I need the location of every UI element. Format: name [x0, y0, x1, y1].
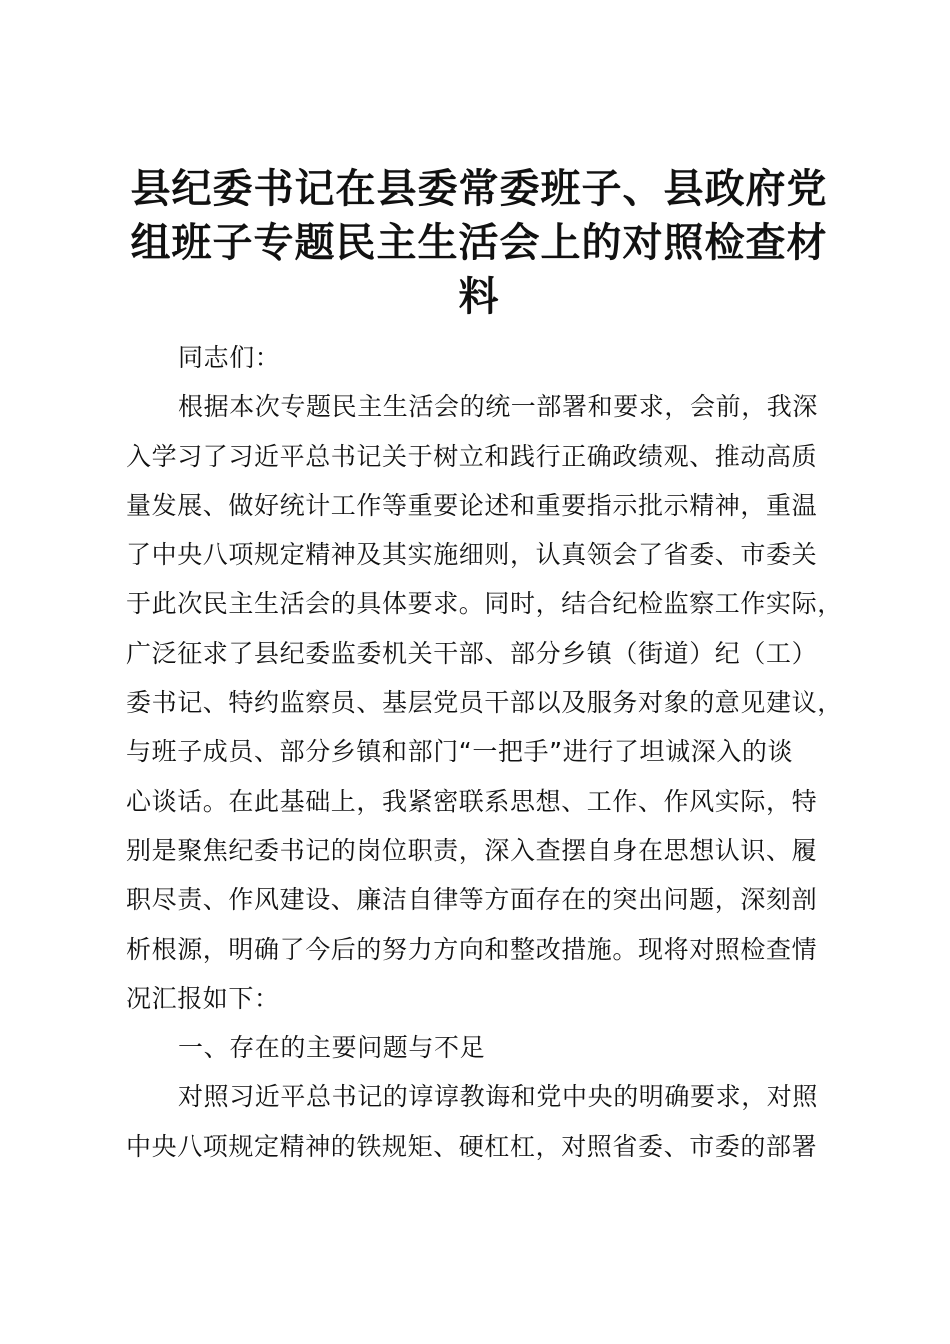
- salutation: 同志们：: [178, 343, 281, 372]
- body-line: 广泛征求了县纪委监委机关干部、部分乡镇（街道）纪（工）: [126, 638, 818, 668]
- body-line: 对照习近平总书记的谆谆教诲和党中央的明确要求，对照: [178, 1082, 819, 1112]
- body-line: 与班子成员、部分乡镇和部门“一把手”进行了坦诚深入的谈: [126, 737, 794, 767]
- body-line: 况汇报如下：: [126, 983, 280, 1013]
- body-line: 别是聚焦纪委书记的岗位职责，深入查摆自身在思想认识、履: [126, 835, 818, 865]
- body-line: 入学习了习近平总书记关于树立和践行正确政绩观、推动高质: [126, 441, 818, 471]
- title-line: 县纪委书记在县委常委班子、县政府党: [130, 166, 828, 212]
- body-line: 委书记、特约监察员、基层党员干部以及服务对象的意见建议，: [126, 688, 843, 718]
- document-title: [124, 162, 834, 324]
- document-body: [126, 333, 856, 1171]
- body-line: 量发展、做好统计工作等重要论述和重要指示批示精神，重温: [126, 490, 818, 520]
- body-line: 心谈话。在此基础上，我紧密联系思想、工作、作风实际，特: [126, 786, 818, 816]
- body-line: 职尽责、作风建设、廉洁自律等方面存在的突出问题，深刻剖: [126, 885, 818, 915]
- title-line: 料: [458, 274, 500, 320]
- body-line: 于此次民主生活会的具体要求。同时，结合纪检监察工作实际，: [126, 589, 843, 619]
- body-line: 析根源，明确了今后的努力方向和整改措施。现将对照检查情: [126, 934, 818, 964]
- title-line: 组班子专题民主生活会上的对照检查材: [130, 220, 828, 266]
- body-line: 中央八项规定精神的铁规矩、硬杠杠，对照省委、市委的部署: [126, 1131, 818, 1161]
- section-heading: 一、存在的主要问题与不足: [178, 1033, 486, 1063]
- body-line: 根据本次专题民主生活会的统一部署和要求，会前，我深: [178, 392, 819, 422]
- body-line: 了中央八项规定精神及其实施细则，认真领会了省委、市委关: [126, 540, 818, 570]
